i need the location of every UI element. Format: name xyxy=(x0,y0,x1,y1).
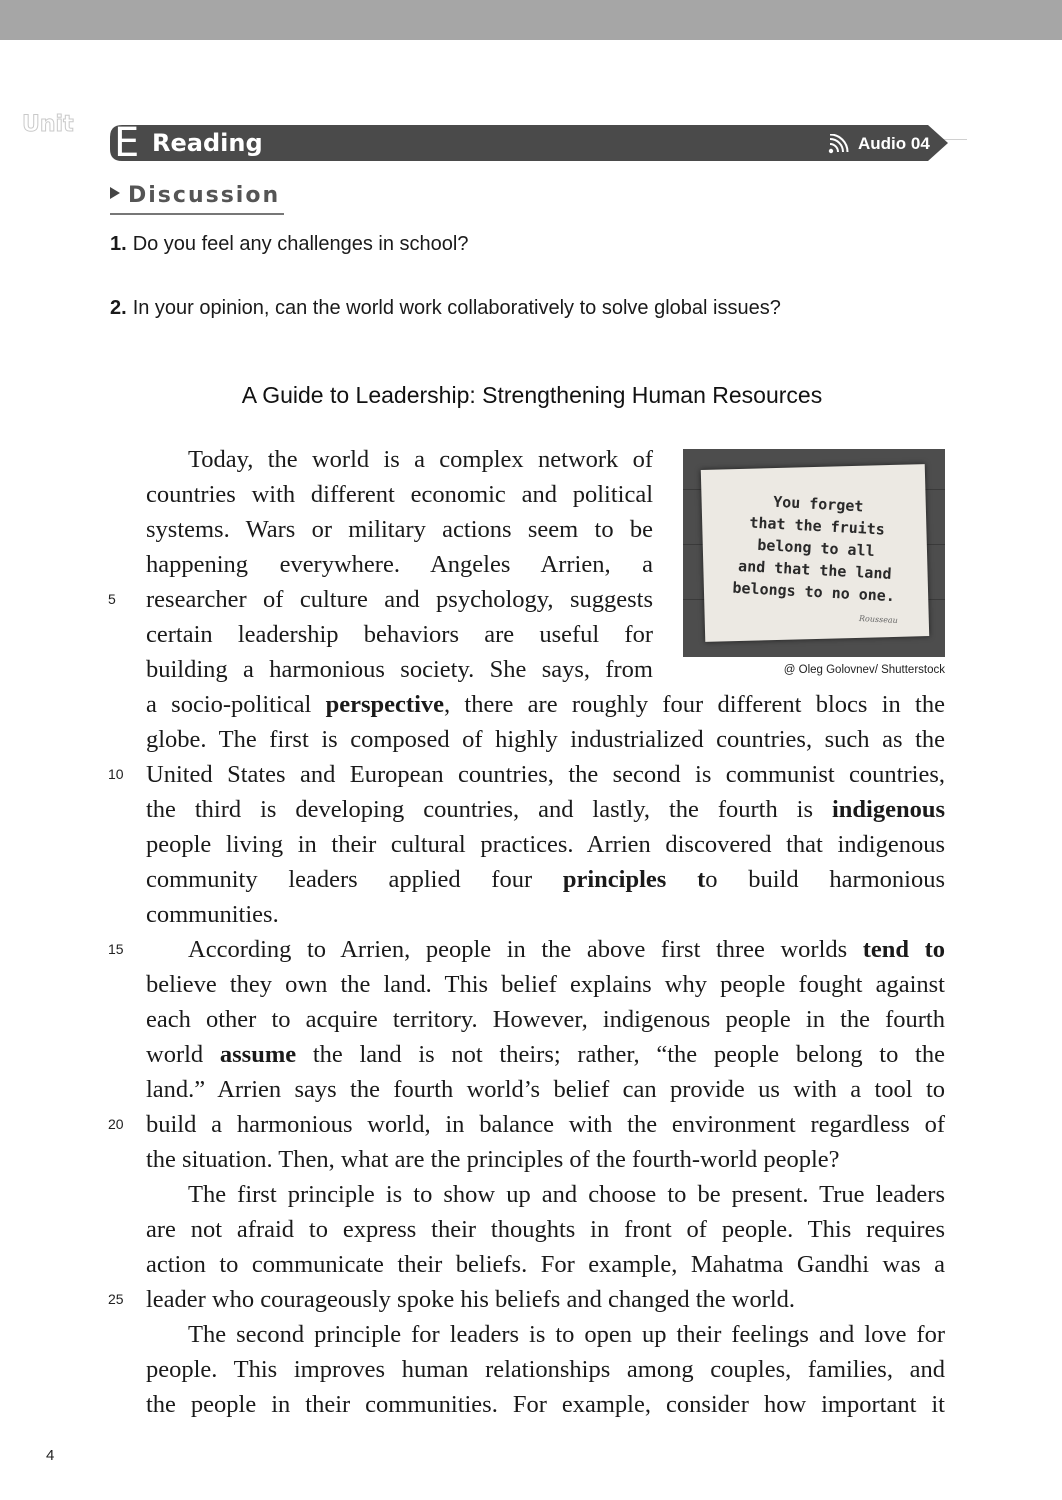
article-line: building a harmonious society. She says, from xyxy=(146,656,653,683)
quote-photo xyxy=(683,449,945,657)
discussion-question xyxy=(110,231,468,257)
line-number: 10 xyxy=(108,766,124,782)
article-line: communities. xyxy=(146,901,279,928)
vocab-term: principles t xyxy=(562,866,706,893)
article-line: countries with different economic and political xyxy=(146,481,653,508)
article-line: certain leadership behaviors are useful for xyxy=(146,621,653,648)
line-number: 20 xyxy=(108,1116,124,1132)
discussion-heading-text: Discussion xyxy=(128,183,281,208)
photo-quote xyxy=(706,487,925,608)
quote-line: belongs to no one. xyxy=(732,578,896,606)
article-line: build a harmonious world, in balance with the environment regardless of xyxy=(146,1111,945,1138)
line-segment: the third is developing countries, and lastly, the fourth is xyxy=(146,796,832,823)
article-line: are not afraid to express their thoughts in front of people. This requires xyxy=(146,1216,945,1243)
vocab-term: perspective xyxy=(325,691,444,718)
article-line: believe they own the land. This belief explains why people fought against xyxy=(146,971,945,998)
vocab-term: assume xyxy=(219,1041,297,1068)
article-line: each other to acquire territory. However, indigenous people in the fourth xyxy=(146,1006,945,1033)
article-line: researcher of culture and psychology, suggests xyxy=(146,586,653,613)
triangle-bullet-icon xyxy=(110,187,120,199)
question-number: 1. xyxy=(110,233,127,255)
audio-track-label[interactable]: Audio 04 xyxy=(858,134,930,153)
page-top-strip xyxy=(0,0,1062,40)
line-segment: o build harmonious xyxy=(705,866,946,893)
line-segment: the land is not theirs; rather, “the people belong to the xyxy=(296,1041,945,1068)
photo-credit: @ Oleg Golovnev/ Shutterstock xyxy=(783,664,945,676)
section-letter: E xyxy=(114,120,140,166)
article-line: United States and European countries, the second is communist countries, xyxy=(146,761,945,788)
quote-line: and that the land xyxy=(737,556,892,583)
article-line xyxy=(146,1037,945,1072)
line-segment: world xyxy=(146,1041,220,1068)
article-line: land.” Arrien says the fourth world’s belief can provide us with a tool to xyxy=(146,1076,945,1103)
line-segment: , there are roughly four different blocs in the xyxy=(444,691,945,718)
quote-signature: Rousseau xyxy=(858,613,899,626)
line-segment: a socio-political xyxy=(146,691,326,718)
article-line: globe. The first is composed of highly industrialized countries, such as the xyxy=(146,726,945,753)
line-segment: According to Arrien, people in the above first three worlds xyxy=(188,936,863,963)
quote-line: belong to all xyxy=(756,535,876,561)
article-line: systems. Wars or military actions seem to be xyxy=(146,516,653,543)
line-number: 25 xyxy=(108,1291,124,1307)
article-line: people. This improves human relationships among couples, families, and xyxy=(146,1356,945,1383)
article-line: happening everywhere. Angeles Arrien, a xyxy=(146,551,653,578)
page-number: 4 xyxy=(46,1447,55,1464)
article-line xyxy=(146,687,945,722)
article-line: The first principle is to show up and choose to be present. True leaders xyxy=(188,1181,945,1208)
article-line xyxy=(146,792,945,827)
line-segment: community leaders applied four xyxy=(146,866,563,893)
unit-watermark xyxy=(22,112,78,137)
line-number: 5 xyxy=(108,591,116,607)
audio-icon[interactable] xyxy=(828,134,852,154)
quote-line: that the fruits xyxy=(749,513,886,539)
article-line: action to communicate their beliefs. For example, Mahatma Gandhi was a xyxy=(146,1251,945,1278)
article-line xyxy=(146,932,945,967)
article-line: Today, the world is a complex network of xyxy=(188,446,653,473)
unit-label: Unit xyxy=(22,112,74,137)
article-line: the people in their communities. For example, consider how important it xyxy=(146,1391,945,1418)
discussion-question xyxy=(110,295,781,321)
discussion-heading xyxy=(110,183,284,215)
question-number: 2. xyxy=(110,297,127,319)
article-line: people living in their cultural practices. Arrien discovered that indigenous xyxy=(146,831,945,858)
article-line xyxy=(146,862,945,897)
question-text: Do you feel any challenges in school? xyxy=(132,233,469,255)
article-title: A Guide to Leadership: Strengthening Human Resources xyxy=(241,382,823,408)
line-number: 15 xyxy=(108,941,124,957)
section-title: Reading xyxy=(152,129,263,157)
vocab-term: indigenous xyxy=(831,796,945,823)
article-line: the situation. Then, what are the principles of the fourth-world people? xyxy=(146,1146,840,1173)
quote-line: You forget xyxy=(772,492,864,516)
article-line: leader who courageously spoke his beliefs and changed the world. xyxy=(146,1286,796,1313)
article-line: The second principle for leaders is to open up their feelings and love for xyxy=(188,1321,945,1348)
vocab-term: tend to xyxy=(862,936,945,963)
question-text: In your opinion, can the world work collaboratively to solve global issues? xyxy=(132,297,781,319)
